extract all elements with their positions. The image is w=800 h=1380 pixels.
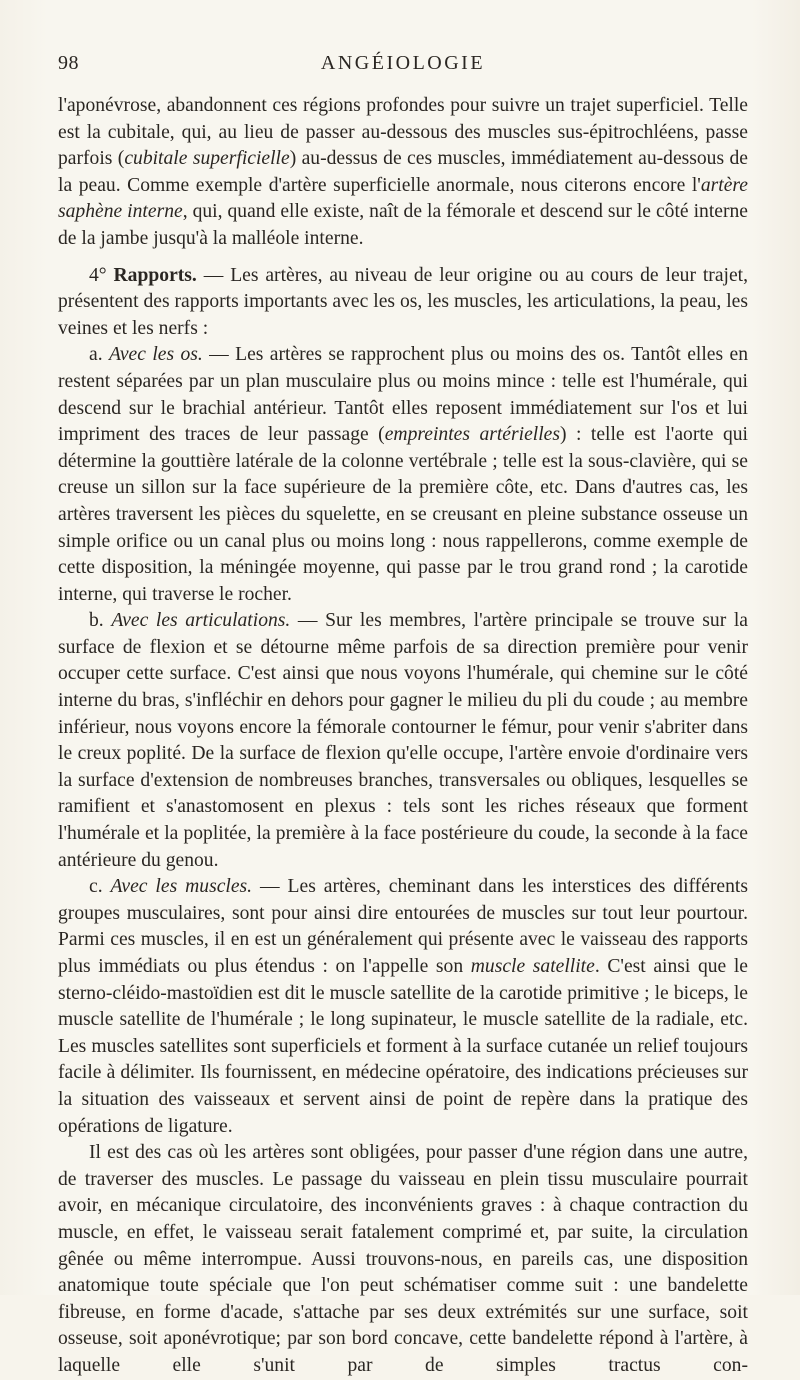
subsection-title-os: Avec les os. bbox=[108, 344, 203, 366]
term-cubitale-superficielle: cubitale superficielle bbox=[124, 148, 290, 170]
item-label: a. bbox=[89, 344, 109, 366]
item-label: b. bbox=[89, 610, 112, 632]
paragraph-avec-les-articulations: b. Avec les articulations. — Sur les membres, l'artère principale se trouve sur la surface de flexion et se détourne même parfois de sa direction première pour venir occuper cette surface. C'est ainsi que nous voyons l'humérale, qui chemine sur le côté interne du bras, s'infléchir en dehors pour gagner le milieu du pli du coude ; au membre inférieur, nous voyons encore la fémorale contourner le fémur, pour venir s'abriter dans le creux poplité. De la surface de flexion qu'elle occupe, l'artère envoie d'ordinaire vers la surface d'extension de nombreuses branches, transversales ou obliques, lesquelles se ramifient et s'anastomosent en plexus : tels sont les riches réseaux que forment l'humérale et la poplitée, la première à la face postérieure du coude, la seconde à la face antérieure du genou. bbox=[58, 610, 748, 871]
page-header bbox=[58, 52, 748, 76]
paragraph-avec-les-muscles: c. Avec les muscles. — Les artères, cheminant dans les interstices des différents groupes musculaires, sont pour ainsi dire entourées de muscles sur tout leur pourtour. Parmi ces muscles, il en est un généralement qui présente avec le vaisseau des rapports plus immédiats ou plus étendus : on l'appelle son muscle satellite. C'est ainsi que le sterno-cléido-mastoïdien est dit le muscle satellite de la carotide primitive ; le biceps, le muscle satellite de l'humérale ; le long supinateur, le muscle satellite de la radiale, etc. Les muscles satellites sont superficiels et forment à la surface cutanée un relief toujours facile à délimiter. Ils fournissent, en médecine opératoire, des indications précieuses sur la situation des vaisseaux et servent ainsi de point de repère dans la pratique des opérations de ligature. bbox=[58, 876, 748, 1137]
section-title-rapports: Rapports. bbox=[113, 264, 197, 286]
page-number: 98 bbox=[58, 52, 79, 74]
term-muscle-satellite: muscle satellite bbox=[470, 956, 595, 977]
subsection-title-articulations: Avec les articulations. bbox=[111, 610, 291, 632]
term-artere-saphene-interne: artère saphène interne bbox=[58, 174, 748, 223]
item-label: c. bbox=[89, 876, 111, 898]
body-text bbox=[58, 93, 748, 1380]
section-number: 4° bbox=[89, 264, 114, 286]
paragraph-avec-les-os: a. Avec les os. — Les artères se rapprochent plus ou moins des os. Tantôt elles en restent séparées par un plan musculaire plus ou moins mince : telle est l'humérale, qui descend sur le brachial antérieur. Tantôt elles reposent immédiatement sur l'os et lui impriment des traces de leur passage (empreintes artérielles) : telle est l'aorte qui détermine la gouttière latérale de la colonne vertébrale ; telle est la sous-clavière, qui se creuse un sillon sur la face supérieure de la première côte, etc. Dans d'autres cas, les artères traversent les pièces du squelette, en se creusant en pleine substance osseuse un simple orifice ou un canal plus ou moins long : nous rappellerons, comme exemple de cette disposition, la méningée moyenne, qui passe par le trou grand rond ; la carotide interne, qui traverse le rocher. bbox=[58, 344, 748, 605]
subsection-title-muscles: Avec les muscles. bbox=[110, 876, 253, 898]
paragraph-muscle-crossing: Il est des cas où les artères sont obligées, pour passer d'une région dans une autre, de traverser des muscles. Le passage du vaisseau en plein tissu musculaire pourrait avoir, en mécanique circulatoire, des inconvénients graves : à chaque contraction du muscle, en effet, le vaisseau serait fatalement comprimé et, par suite, la circulation gênée ou même interrompue. Aussi trouvons-nous, en pareils cas, une disposition anatomique toute spéciale que l'on peut schématiser comme suit : une bandelette fibreuse, en forme d'acade, s'attache par ses deux extrémités sur une surface, soit osseuse, soit aponévrotique; par son bord concave, cette bandelette répond à l'artère, à laquelle elle s'unit par de simples tractus con- bbox=[58, 1142, 748, 1376]
running-title: ANGÉIOLOGIE bbox=[320, 52, 486, 74]
paragraph-superficial-arteries: l'aponévrose, abandonnent ces régions profondes pour suivre un trajet superficiel. Telle est la cubitale, qui, au lieu de passer au-dessous des muscles sus-épitrochléens, passe parfois (cubitale superficielle) au-dessus de ces muscles, immédiatement au-dessous de la peau. Comme exemple d'artère superficielle anormale, nous citerons encore l'artère saphène interne, qui, quand elle existe, naît de la fémorale et descend sur le côté interne de la jambe jusqu'à la malléole interne. bbox=[58, 95, 748, 249]
term-empreintes-arterielles: empreintes artérielles bbox=[384, 424, 560, 446]
paragraph-rapports: 4° Rapports. — Les artères, au niveau de leur origine ou au cours de leur trajet, présentent des rapports importants avec les os, les muscles, les articulations, la peau, les veines et les nerfs : bbox=[58, 264, 749, 339]
